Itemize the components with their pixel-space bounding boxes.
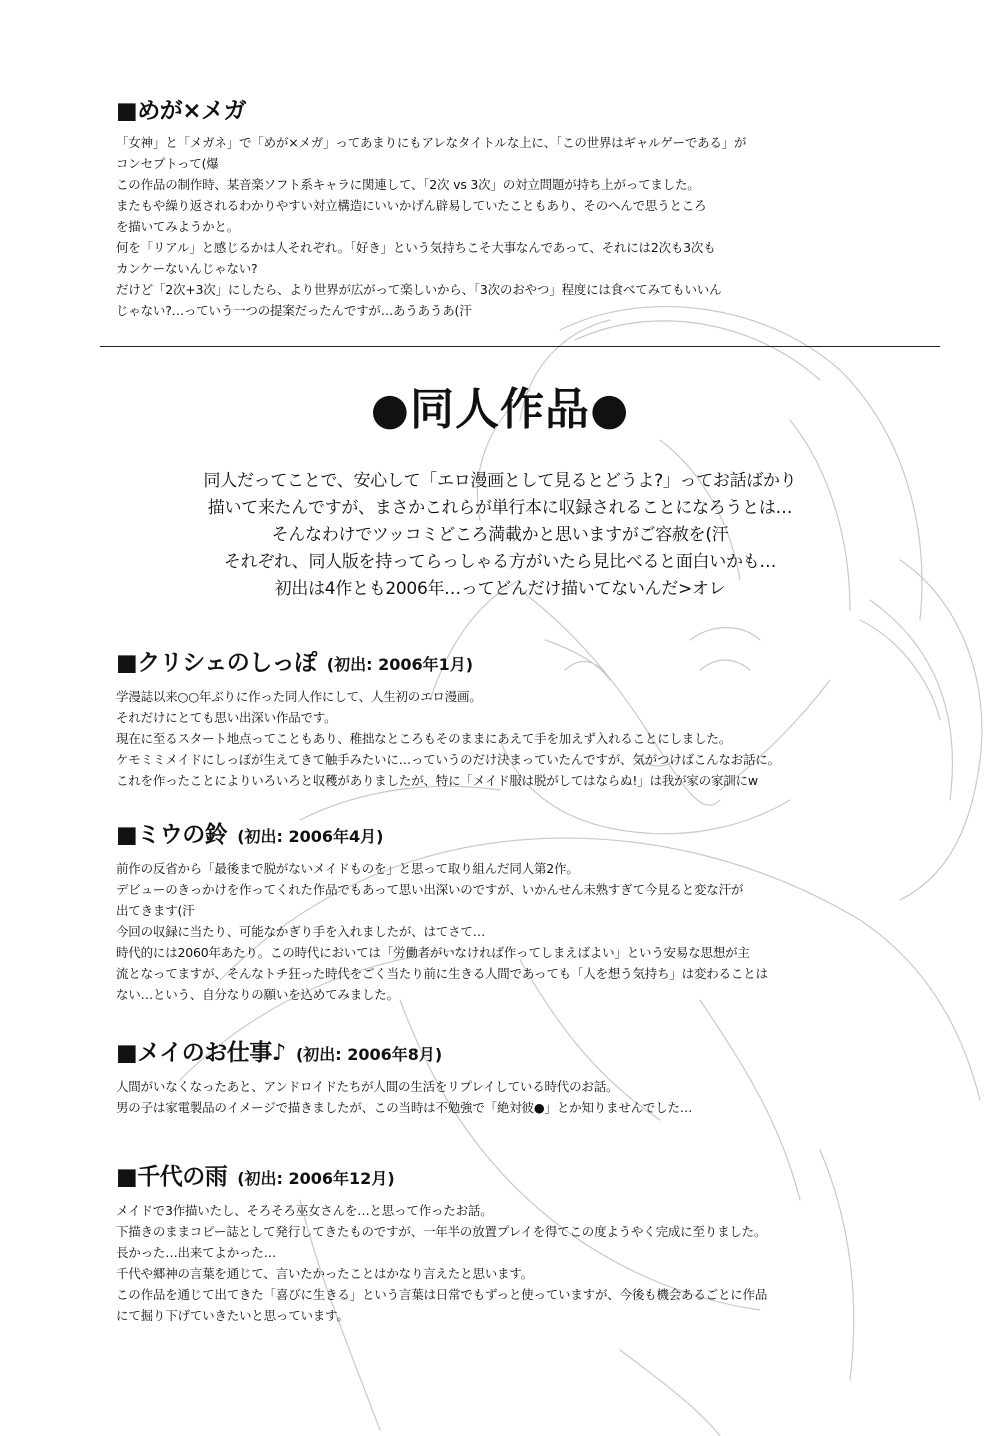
- first-published-tag: (初出: 2006年4月): [237, 827, 384, 846]
- text-line: これを作ったことによりいろいろと収穫がありましたが、特に「メイド服は脱がしてはならぬ!」は我が家の家訓にw: [116, 773, 758, 788]
- section-work-2: [116, 820, 916, 1005]
- text-line: 現在に至るスタート地点ってこともあり、稚拙なところもそのままにあえて手を加えず入れることにしました。: [116, 731, 732, 746]
- text-line: メイドで3作描いたし、そろそろ巫女さんを…と思って作ったお話。: [116, 1203, 493, 1218]
- text-line: だけど「2次+3次」にしたら、より世界が広がって楽しいから、「3次のおやつ」程度には食べてみてもいいん: [116, 282, 722, 297]
- work-title: ■千代の雨: [116, 1164, 228, 1190]
- text-line: 時代的には2060年あたり。この時代においては「労働者がいなければ作ってしまえばよい」という安易な思想が主: [116, 945, 750, 960]
- first-published-tag: (初出: 2006年12月): [237, 1169, 395, 1188]
- intro-line: そんなわけでツッコミどころ満載かと思いますがご容赦を(汗: [271, 525, 729, 545]
- text-line: 千代や郷神の言葉を通じて、言いたかったことはかなり言えたと思います。: [116, 1266, 533, 1281]
- section-work-4: [116, 1162, 916, 1326]
- intro-line: 同人だってことで、安心して「エロ漫画として見るとどうよ?」ってお話ばかり: [203, 471, 797, 491]
- text-line: ケモミミメイドにしっぽが生えてきて触手みたいに…っていうのだけ決まっていたんですが、気がつけばこんなお話に。: [116, 752, 780, 767]
- text-line: この作品を通じて出てきた「喜びに生きる」という言葉は日常でもずっと使っていますが、今後も機会あるごとに作品: [116, 1287, 768, 1302]
- work-body: [116, 1200, 916, 1326]
- work-title: ■ミウの鈴: [116, 822, 228, 848]
- text-line: じゃない?…っていう一つの提案だったんですが…あうあうあ(汗: [116, 303, 472, 318]
- text-line: 下描きのままコピー誌として発行してきたものですが、一年半の放置プレイを得てこの度ようやく完成に至りました。: [116, 1224, 767, 1239]
- work-body: [116, 686, 916, 791]
- text-line: 人間がいなくなったあと、アンドロイドたちが人間の生活をリプレイしている時代のお話。: [116, 1079, 619, 1094]
- text-line: それだけにとても思い出深い作品です。: [116, 710, 337, 725]
- text-line: 学漫誌以来○○年ぶりに作った同人作にして、人生初のエロ漫画。: [116, 689, 482, 704]
- doujin-intro: [0, 468, 1000, 603]
- work-heading: [116, 820, 916, 852]
- text-line: 流となってますが、そんなトチ狂った時代をごく当たり前に生きる人間であっても「人を想う気持ち」は変わることは: [116, 966, 768, 981]
- text-line: またもや繰り返されるわかりやすい対立構造にいいかげん辟易していたこともあり、そのへんで思うところ: [116, 198, 707, 213]
- intro-line: 初出は4作とも2006年…ってどんだけ描いてないんだ>オレ: [274, 579, 726, 599]
- first-published-tag: (初出: 2006年8月): [295, 1045, 443, 1064]
- section-heading: ■めが×メガ: [116, 98, 247, 124]
- text-line: 今回の収録に当たり、可能なかぎり手を入れましたが、はてさて…: [116, 924, 486, 939]
- work-body: [116, 858, 916, 1005]
- text-line: ない…という、自分なりの願いを込めてみました。: [116, 987, 399, 1002]
- section-divider: [100, 346, 940, 347]
- work-heading: [116, 648, 916, 680]
- work-title: ■クリシェのしっぽ: [116, 650, 317, 676]
- work-heading: [116, 1038, 916, 1070]
- text-line: この作品の制作時、某音楽ソフト系キャラに関連して、「2次 vs 3次」の対立問題が持ち上がってました。: [116, 177, 700, 192]
- text-line: 男の子は家電製品のイメージで描きましたが、この当時は不勉強で「絶対彼●」とか知りませんでした…: [116, 1100, 693, 1115]
- work-body: [116, 1076, 916, 1118]
- text-line: 前作の反省から「最後まで脱がないメイドものを」と思って取り組んだ同人第2作。: [116, 861, 579, 876]
- text-line: を描いてみようかと。: [116, 219, 240, 234]
- text-line: 「女神」と「メガネ」で「めが×メガ」ってあまりにもアレなタイトルな上に、「この世界はギャルゲーである」が: [116, 135, 747, 150]
- intro-line: それぞれ、同人版を持ってらっしゃる方がいたら見比べると面白いかも…: [223, 552, 777, 572]
- work-heading: [116, 1162, 916, 1194]
- work-title: ■メイのお仕事♪: [116, 1040, 286, 1066]
- section-body: [116, 132, 916, 321]
- text-line: 何を「リアル」と感じるかは人それぞれ。「好き」という気持ちこそ大事なんであって、それには2次も3次も: [116, 240, 716, 255]
- section-work-1: [116, 648, 916, 791]
- intro-line: 描いて来たんですが、まさかこれらが単行本に収録されることになろうとは…: [207, 498, 793, 518]
- text-line: デビューのきっかけを作ってくれた作品でもあって思い出深いのですが、いかんせん未熟すぎて今見ると変な汗が: [116, 882, 744, 897]
- section-megamega: [116, 96, 916, 321]
- first-published-tag: (初出: 2006年1月): [326, 655, 474, 674]
- text-line: 長かった…出来てよかった…: [116, 1245, 276, 1260]
- text-line: カンケーないんじゃない?: [116, 261, 258, 276]
- text-line: コンセプトって(爆: [116, 156, 219, 171]
- section-work-3: [116, 1038, 916, 1118]
- text-line: 出てきます(汗: [116, 903, 195, 918]
- doujin-title: ●同人作品●: [370, 384, 630, 435]
- text-line: にて掘り下げていきたいと思っています。: [116, 1308, 349, 1323]
